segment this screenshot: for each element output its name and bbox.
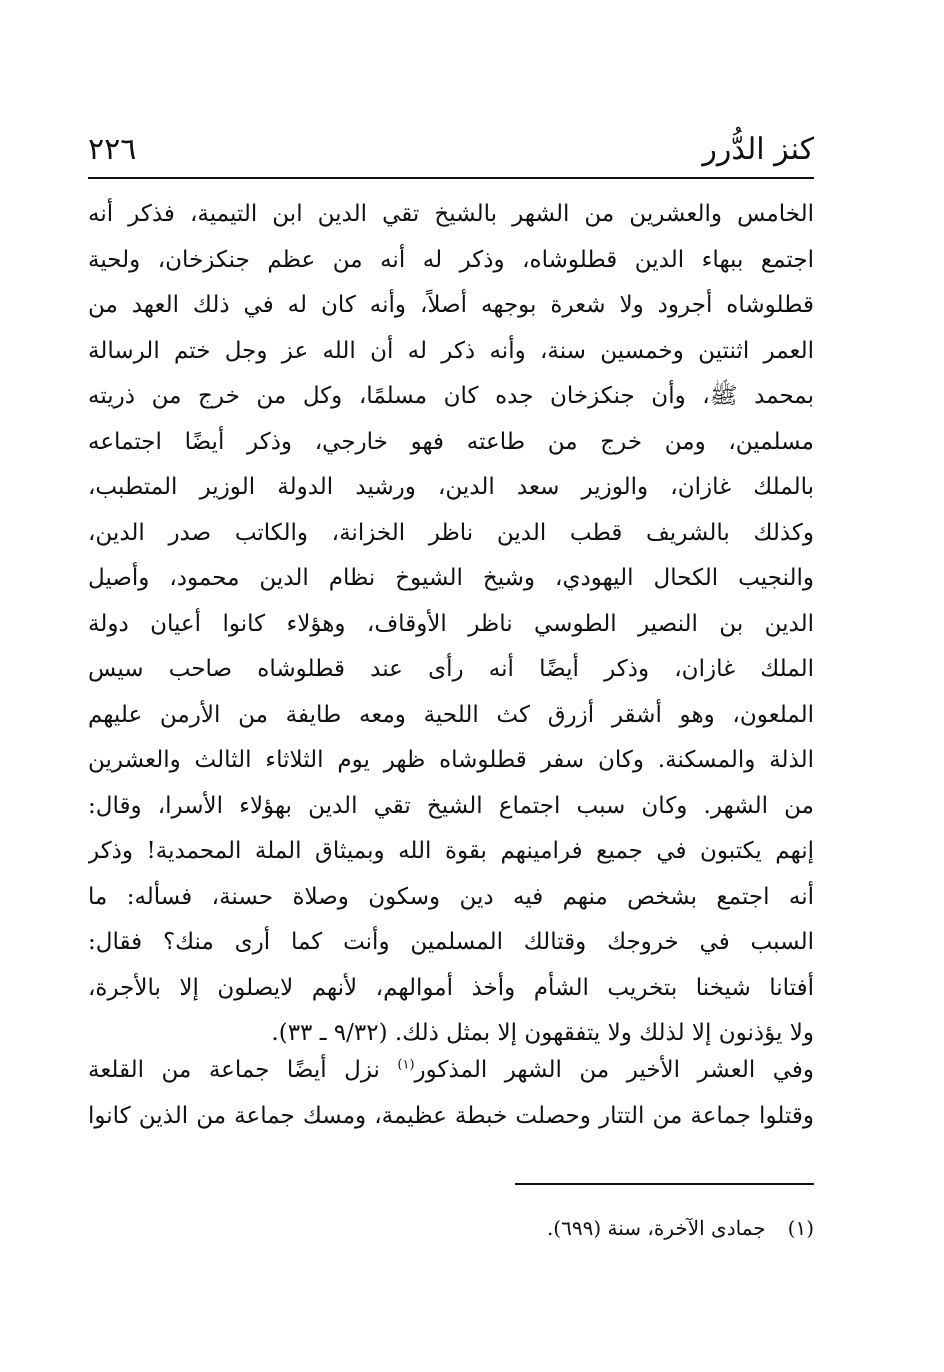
header-divider <box>88 177 814 179</box>
text-line: مسلمين، ومن خرج من طاعته فهو خارجي، وذكر أيضًا اجتماعه <box>88 428 814 455</box>
text-line: أنه اجتمع بشخص منهم فيه دين وسكون وصلاة حسنة، فسأله: ما <box>88 883 814 910</box>
text-line: إنهم يكتبون في جميع فرامينهم بقوة الله وبميثاق الملة المحمدية! وذكر <box>88 838 814 864</box>
footnote-text: جمادى الآخرة، سنة (٦٩٩). <box>546 1216 766 1240</box>
footnote <box>88 1212 814 1244</box>
text-line: اجتمع ببهاء الدين قطلوشاه، وذكر له أنه من عظم جنكزخان، ولحية <box>88 246 814 273</box>
main-paragraph <box>88 192 814 1057</box>
text-line: أفتانا شيخنا بتخريب الشأم وأخذ أموالهم، لأنهم لايصلون إلا بالأجرة، <box>88 974 814 1001</box>
text-line: الملعون، وهو أشقر أزرق كث اللحية ومعه طايفة من الأرمن عليهم <box>88 701 814 728</box>
text-line: بمحمد ﷺ، وأن جنكزخان جده كان مسلمًا، وكل من خرج من ذريته <box>88 383 814 409</box>
text-line: قطلوشاه أجرود ولا شعرة بوجهه أصلاً، وأنه كان له في ذلك العهد من <box>88 292 814 318</box>
second-paragraph <box>88 1048 814 1139</box>
running-title: كنز الدُّرر <box>702 132 814 167</box>
text-line: وكذلك بالشريف قطب الدين ناظر الخزانة، والكاتب صدر الدين، <box>88 519 814 546</box>
page-header <box>88 128 814 172</box>
footnote-marker[interactable]: (١) <box>397 1057 415 1073</box>
text-line: ولا يؤذنون إلا لذلك ولا يتفقهون إلا بمثل ذلك. (٩/٣٢ ـ ٣٣). <box>271 1020 814 1046</box>
text-segment: نزل أيضًا جماعة من القلعة <box>88 1057 398 1083</box>
text-line: وقتلوا جماعة من التتار وحصلت خبطة عظيمة، ومسك جماعة من الذين كانوا <box>88 1102 814 1129</box>
text-line: الملك غازان، وذكر أيضًا أنه رأى عند قطلوشاه صاحب سيس <box>88 656 814 682</box>
text-line: العمر اثنتين وخمسين سنة، وأنه ذكر له أن الله عز وجل ختم الرسالة <box>88 337 814 364</box>
text-line: الذلة والمسكنة. وكان سفر قطلوشاه ظهر يوم الثلاثاء الثالث والعشرين <box>88 747 814 773</box>
page-number: ٢٢٦ <box>88 132 137 167</box>
text-line: من الشهر. وكان سبب اجتماع الشيخ تقي الدين بهؤلاء الأسرا، وقال: <box>88 792 814 819</box>
text-line: بالملك غازان، والوزير سعد الدين، ورشيد الدولة الوزير المتطبب، <box>88 474 814 500</box>
text-line: الدين بن النصير الطوسي ناظر الأوقاف، وهؤلاء كانوا أعيان دولة <box>88 610 814 637</box>
text-line: الخامس والعشرين من الشهر بالشيخ تقي الدين ابن التيمية، فذكر أنه <box>88 201 814 227</box>
footnote-number: (١) <box>787 1216 814 1240</box>
text-line: والنجيب الكحال اليهودي، وشيخ الشيوخ نظام الدين محمود، وأصيل <box>88 565 814 591</box>
text-line: السبب في خروجك وقتالك المسلمين وأنت كما أرى منك؟ فقال: <box>88 929 814 955</box>
text-line <box>88 1048 814 1094</box>
footnote-divider <box>515 1183 814 1185</box>
text-segment: وفي العشر الأخير من الشهر المذكور <box>414 1057 814 1083</box>
